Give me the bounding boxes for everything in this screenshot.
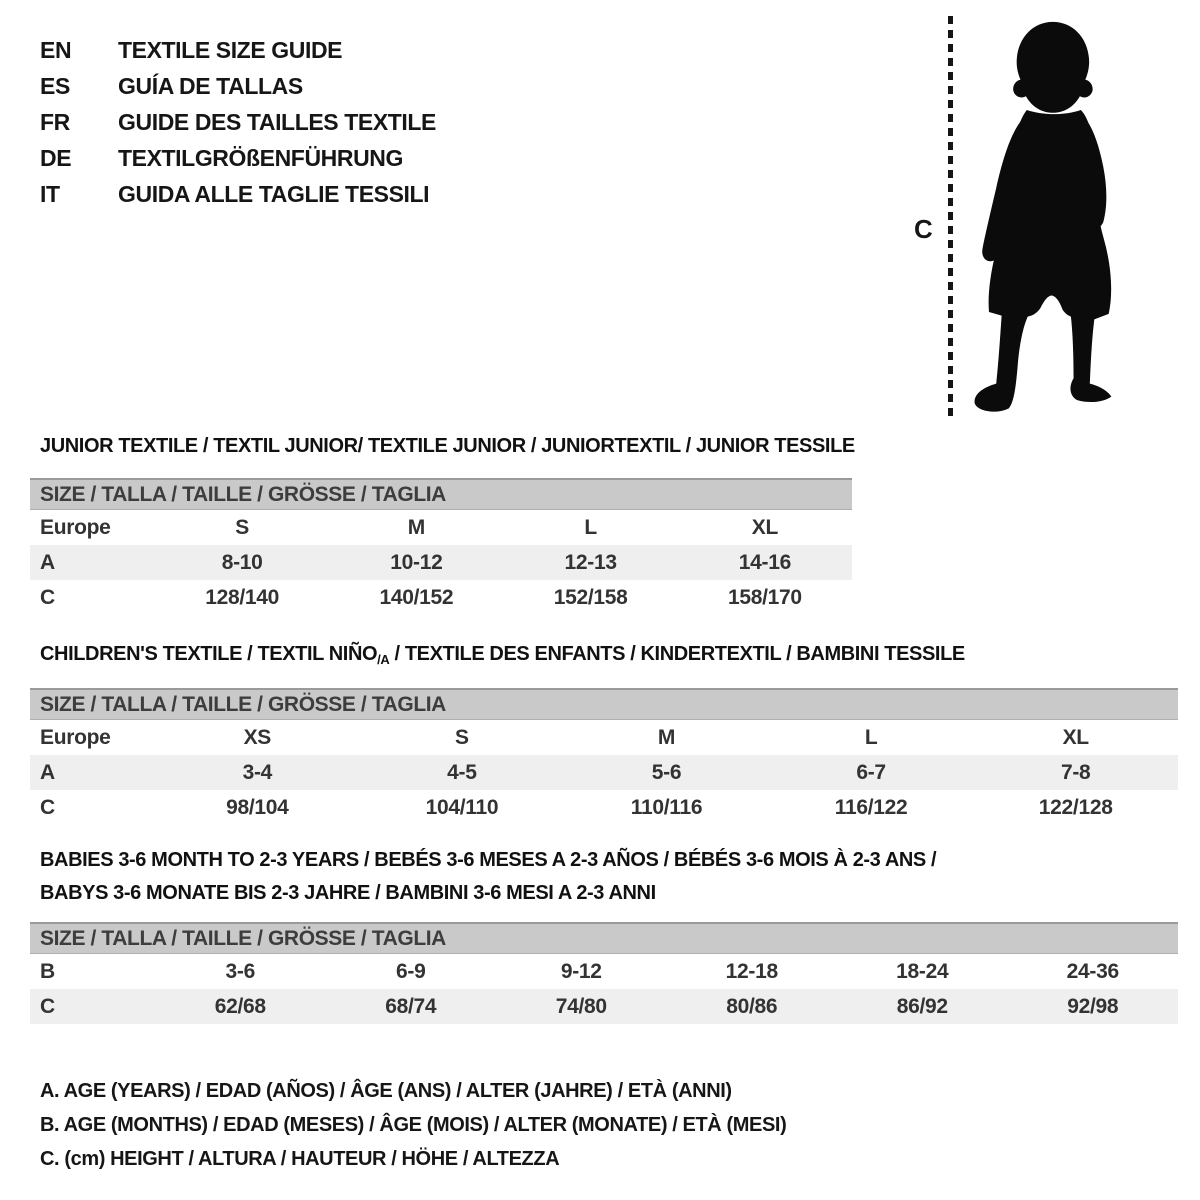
row-label: A <box>40 761 55 784</box>
junior-size-table <box>30 478 852 615</box>
height-cell: 62/68 <box>214 995 266 1018</box>
legend-line-b: B. AGE (MONTHS) / EDAD (MESES) / ÂGE (MOIS) / ALTER (MONATE) / ETÀ (MESI) <box>40 1114 787 1136</box>
height-cell: 116/122 <box>834 796 908 819</box>
children-title-sub: /A <box>377 652 390 667</box>
babies-section-title-line2: BABYS 3-6 MONATE BIS 2-3 JAHRE / BAMBINI 3-6 MESI A 2-3 ANNI <box>40 882 656 904</box>
months-cell: 12-18 <box>725 960 778 983</box>
language-code: FR <box>40 109 70 135</box>
height-measure-label: C <box>914 214 933 244</box>
size-header-bar: SIZE / TALLA / TAILLE / GRÖSSE / TAGLIA <box>30 690 1178 720</box>
size-header-bar: SIZE / TALLA / TAILLE / GRÖSSE / TAGLIA <box>30 924 1178 954</box>
age-cell: 8-10 <box>221 551 263 574</box>
height-cell: 158/170 <box>727 586 802 609</box>
guide-title: TEXTILGRÖßENFÜHRUNG <box>118 145 403 171</box>
guide-title: GUÍA DE TALLAS <box>118 73 303 99</box>
measurement-legend <box>40 1074 786 1176</box>
age-cell: 6-7 <box>856 761 886 784</box>
size-cell: XL <box>1062 726 1089 749</box>
months-cell: 3-6 <box>225 960 255 983</box>
toddler-silhouette-image <box>962 20 1142 424</box>
age-cell: 5-6 <box>651 761 682 784</box>
row-label: Europe <box>40 516 111 539</box>
children-title-post: / TEXTILE DES ENFANTS / KINDERTEXTIL / BAMBINI TESSILE <box>389 643 965 665</box>
table-row-months <box>30 954 1178 989</box>
language-row-en <box>40 32 436 68</box>
guide-title: GUIDE DES TAILLES TEXTILE <box>118 109 436 135</box>
age-cell: 4-5 <box>447 761 477 784</box>
legend-line-a: A. AGE (YEARS) / EDAD (AÑOS) / ÂGE (ANS) / ALTER (JAHRE) / ETÀ (ANNI) <box>40 1080 732 1102</box>
months-cell: 9-12 <box>560 960 602 983</box>
babies-size-table <box>30 922 1178 1024</box>
table-row-height <box>30 790 1178 825</box>
language-row-it <box>40 176 436 212</box>
babies-section-title-line1: BABIES 3-6 MONTH TO 2-3 YEARS / BEBÉS 3-6 MESES A 2-3 AÑOS / BÉBÉS 3-6 MOIS À 2-3 ANS / <box>40 849 937 871</box>
row-label: C <box>40 796 55 819</box>
age-cell: 10-12 <box>390 551 443 574</box>
size-cell: S <box>235 516 249 539</box>
children-size-table <box>30 688 1178 825</box>
language-code: IT <box>40 181 60 207</box>
height-cell: 104/110 <box>425 796 499 819</box>
height-cell: 152/158 <box>553 586 628 609</box>
height-cell: 140/152 <box>379 586 454 609</box>
row-label: C <box>40 586 55 609</box>
table-row-age <box>30 755 1178 790</box>
table-row-europe <box>30 720 1178 755</box>
size-cell: L <box>864 726 878 749</box>
language-title-list <box>40 32 436 212</box>
size-cell: S <box>455 726 469 749</box>
size-cell: L <box>584 516 597 539</box>
children-title-pre: CHILDREN'S TEXTILE / TEXTIL NIÑO <box>40 643 378 665</box>
legend-line-c: C. (cm) HEIGHT / ALTURA / HAUTEUR / HÖHE / ALTEZZA <box>40 1148 560 1170</box>
size-cell: XS <box>243 726 271 749</box>
size-cell: XL <box>751 516 778 539</box>
age-cell: 3-4 <box>242 761 273 784</box>
height-cell: 68/74 <box>385 995 437 1018</box>
height-measure-dashed-line <box>948 16 953 418</box>
table-row-height <box>30 580 852 615</box>
months-cell: 24-36 <box>1066 960 1119 983</box>
age-cell: 7-8 <box>1060 761 1091 784</box>
months-cell: 18-24 <box>896 960 949 983</box>
language-code: DE <box>40 145 72 171</box>
row-label: Europe <box>40 726 111 749</box>
height-cell: 74/80 <box>555 995 607 1018</box>
size-cell: M <box>407 516 425 539</box>
height-cell: 110/116 <box>630 796 703 819</box>
language-row-de <box>40 140 436 176</box>
height-cell: 122/128 <box>1038 796 1113 819</box>
height-cell: 128/140 <box>205 586 280 609</box>
table-row-europe <box>30 510 852 545</box>
language-code: ES <box>40 73 70 99</box>
row-label: B <box>40 960 55 983</box>
language-code: EN <box>40 37 72 63</box>
table-row-age <box>30 545 852 580</box>
height-cell: 92/98 <box>1067 995 1119 1018</box>
months-cell: 6-9 <box>396 960 426 983</box>
size-cell: M <box>657 726 676 749</box>
junior-section-title: JUNIOR TEXTILE / TEXTIL JUNIOR/ TEXTILE JUNIOR / JUNIORTEXTIL / JUNIOR TESSILE <box>40 435 855 457</box>
age-cell: 14-16 <box>738 551 791 574</box>
table-row-height <box>30 989 1178 1024</box>
language-row-es <box>40 68 436 104</box>
guide-title: GUIDA ALLE TAGLIE TESSILI <box>118 181 430 207</box>
row-label: A <box>40 551 55 574</box>
height-cell: 98/104 <box>226 796 289 819</box>
age-cell: 12-13 <box>564 551 617 574</box>
language-row-fr <box>40 104 436 140</box>
size-header-bar: SIZE / TALLA / TAILLE / GRÖSSE / TAGLIA <box>30 480 852 510</box>
height-cell: 86/92 <box>896 995 948 1018</box>
guide-title: TEXTILE SIZE GUIDE <box>118 37 343 63</box>
row-label: C <box>40 995 55 1018</box>
height-cell: 80/86 <box>726 995 778 1018</box>
children-section-title <box>40 643 965 667</box>
